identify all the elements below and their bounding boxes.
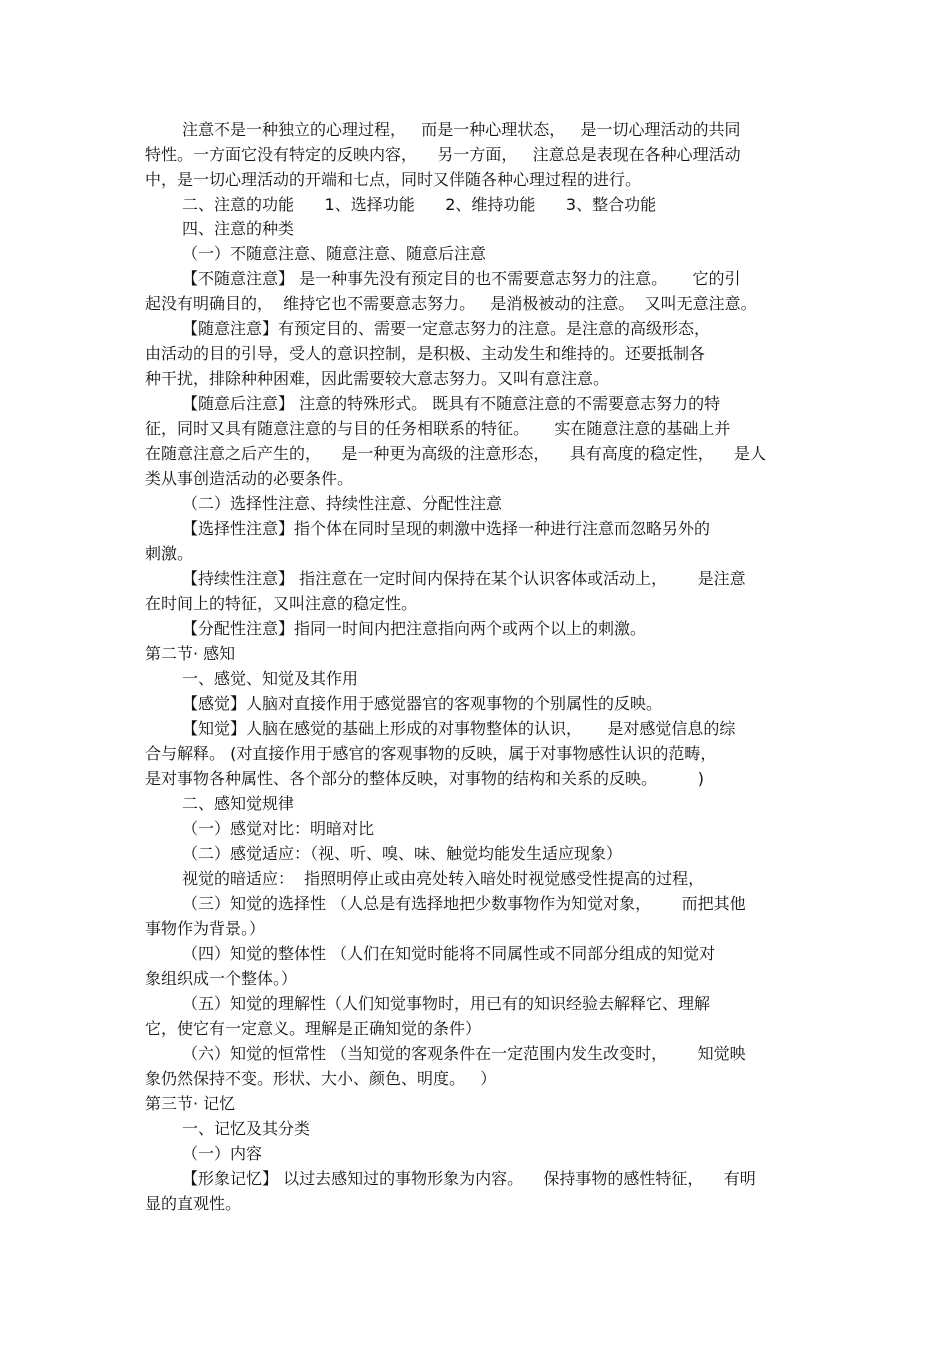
text-line: 注意不是一种独立的心理过程， 而是一种心理状态， 是一切心理活动的共同	[182, 120, 741, 139]
text-line: 【感觉】人脑对直接作用于感觉器官的客观事物的个别属性的反映。	[182, 694, 663, 713]
text-line: 【不随意注意】 是一种事先没有预定目的也不需要意志努力的注意。 它的引	[182, 269, 741, 288]
text-line: 是对事物各种属性、各个部分的整体反映，对事物的结构和关系的反映。 )	[145, 769, 704, 788]
text-line: 中，是一切心理活动的开端和七点，同时又伴随各种心理过程的进行。	[145, 170, 642, 189]
text-line: 由活动的目的引导，受人的意识控制，是积极、主动发生和维持的。还要抵制各	[145, 344, 706, 363]
text-line: （五）知觉的理解性（人们知觉事物时，用已有的知识经验去解释它、理解	[182, 994, 711, 1013]
text-line: 类从事创造活动的必要条件。	[145, 469, 354, 488]
text-line: 事物作为背景。）	[145, 919, 266, 938]
text-line: 在时间上的特征，又叫注意的稳定性。	[145, 594, 418, 613]
section-heading: 二、感知觉规律	[182, 794, 295, 813]
text-line: 【分配性注意】指同一时间内把注意指向两个或两个以上的刺激。	[182, 619, 647, 638]
text-line: 视觉的暗适应： 指照明停止或由亮处转入暗处时视觉感受性提高的过程，	[182, 869, 705, 888]
text-line: 象仍然保持不变。形状、大小、颜色、明度。 ）	[145, 1069, 497, 1088]
section-heading: 一、感觉、知觉及其作用	[182, 669, 359, 688]
chapter-heading: 第二节· 感知	[145, 644, 236, 663]
section-heading: 二、注意的功能 1、选择功能 2、维持功能 3、整合功能	[182, 195, 657, 214]
chapter-heading: 第三节· 记忆	[145, 1094, 236, 1113]
text-line: 【知觉】人脑在感觉的基础上形成的对事物整体的认识， 是对感觉信息的综	[182, 719, 736, 738]
subsection-heading: （一）感觉对比：明暗对比	[182, 819, 375, 838]
text-line: 【选择性注意】指个体在同时呈现的刺激中选择一种进行注意而忽略另外的	[182, 519, 711, 538]
text-line: 显的直观性。	[145, 1194, 242, 1213]
subsection-heading: （一）不随意注意、随意注意、随意后注意	[182, 244, 487, 263]
section-heading: 一、记忆及其分类	[182, 1119, 311, 1138]
section-heading: 四、注意的种类	[182, 219, 295, 238]
text-line: 【形象记忆】 以过去感知过的事物形象为内容。 保持事物的感性特征， 有明	[182, 1169, 756, 1188]
subsection-heading: （二）选择性注意、持续性注意、分配性注意	[182, 494, 503, 513]
subsection-heading: （二）感觉适应：（视、听、嗅、味、触觉均能发生适应现象）	[182, 844, 623, 863]
text-line: 【随意后注意】 注意的特殊形式。 既具有不随意注意的不需要意志努力的特	[182, 394, 721, 413]
text-line: （六）知觉的恒常性 （当知觉的客观条件在一定范围内发生改变时， 知觉映	[182, 1044, 746, 1063]
text-line: 起没有明确目的， 维持它也不需要意志努力。 是消极被动的注意。 又叫无意注意。	[145, 294, 757, 313]
text-line: 它，使它有一定意义。理解是正确知觉的条件）	[145, 1019, 482, 1038]
text-line: （四）知觉的整体性 （人们在知觉时能将不同属性或不同部分组成的知觉对	[182, 944, 716, 963]
text-line: 在随意注意之后产生的， 是一种更为高级的注意形态， 具有高度的稳定性， 是人	[145, 444, 767, 463]
text-line: 种干扰，排除种种困难，因此需要较大意志努力。又叫有意注意。	[145, 369, 610, 388]
text-line: （三）知觉的选择性 （人总是有选择地把少数事物作为知觉对象， 而把其他	[182, 894, 746, 913]
text-line: 刺激。	[145, 544, 194, 563]
text-line: 【随意注意】有预定目的、需要一定意志努力的注意。是注意的高级形态，	[182, 319, 711, 338]
text-line: 特性。一方面它没有特定的反映内容， 另一方面， 注意总是表现在各种心理活动	[145, 145, 741, 164]
subsection-heading: （一）内容	[182, 1144, 263, 1163]
text-line: 合与解释。 (对直接作用于感官的客观事物的反映，属于对事物感性认识的范畴，	[145, 744, 717, 763]
text-line: 【持续性注意】 指注意在一定时间内保持在某个认识客体或活动上， 是注意	[182, 569, 746, 588]
text-line: 象组织成一个整体。）	[145, 969, 298, 988]
text-line: 征，同时又具有随意注意的与目的任务相联系的特征。 实在随意注意的基础上并	[145, 419, 731, 438]
